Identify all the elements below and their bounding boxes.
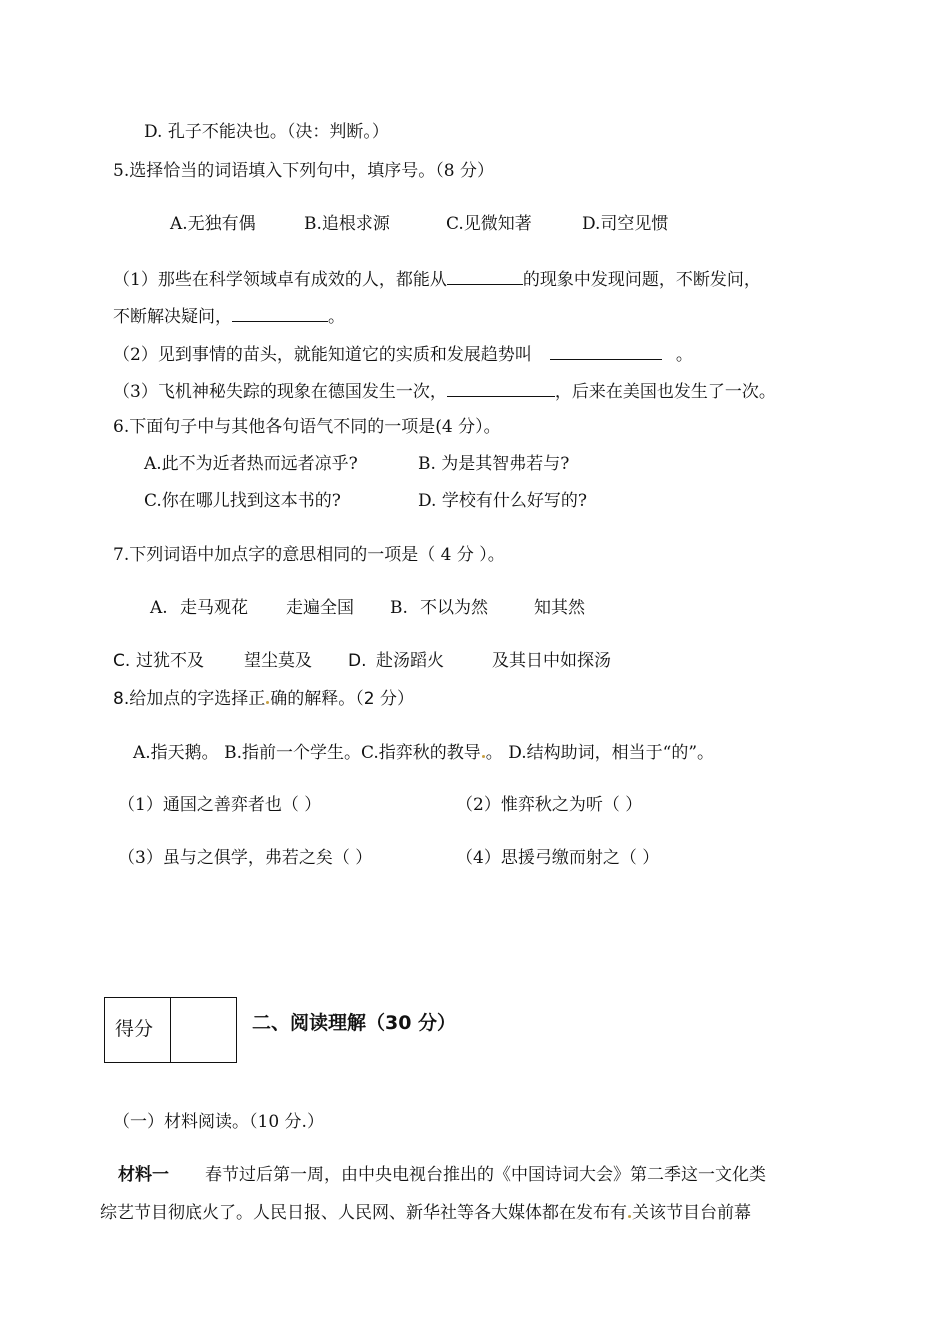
emphasis-dot: [482, 755, 485, 758]
q8-item-1: （1）通国之善弈者也（ ）: [118, 795, 322, 815]
q5-s2-part-a: （2）见到事情的苗头，就能知道它的实质和发展趋势叫: [113, 345, 532, 365]
material-text-2b: 关该节目台前幕: [632, 1203, 751, 1223]
answer-blank[interactable]: [447, 270, 523, 285]
q8-item-4: （4）思援弓缴而射之（ ）: [456, 848, 660, 868]
q8-options: [133, 745, 714, 762]
score-box-divider: [170, 998, 171, 1062]
material-label: 材料一: [118, 1165, 169, 1185]
q5-s1-part-c: 不断解决疑问，: [113, 307, 232, 327]
q8-item-3: （3）虽与之俱学，弗若之矣（ ）: [118, 848, 373, 868]
q6-option-c: C.你在哪儿找到这本书的?: [144, 491, 341, 511]
q5-sentence-2: [113, 345, 693, 364]
q7-option-d-label: [348, 653, 367, 670]
q7-option-c-word1: 过犹不及: [136, 651, 204, 671]
material-line-2: [100, 1205, 751, 1222]
q8-options-part-a: A.指天鹅。 B.指前一个学生。C.指弈秋的教导: [133, 743, 481, 763]
q7-option-d-word2: 及其日中如探汤: [492, 651, 611, 671]
q6-option-a: A.此不为近者热而远者凉乎?: [144, 454, 358, 474]
q7-option-a-word1: 走马观花: [180, 598, 248, 618]
answer-blank[interactable]: [447, 382, 555, 397]
q5-s3-part-b: ，后来在美国也发生了一次。: [554, 382, 776, 402]
q7-option-b-word1: 不以为然: [420, 598, 488, 618]
q7-option-c-label: C.: [113, 651, 131, 671]
q8-options-part-b: 。 D.结构助词，相当于“的”。: [485, 743, 715, 763]
q7-d-letter: D: [348, 651, 362, 671]
q6-option-b: B. 为是其智弗若与?: [418, 454, 570, 474]
q7-d-dot: .: [361, 651, 367, 671]
q7-stem: 7.下列词语中加点字的意思相同的一项是（ 4 分 ）。: [113, 545, 505, 565]
q5-option-a: A.无独有偶: [170, 214, 256, 234]
emphasis-dot: [266, 701, 269, 704]
q5-s1-part-b: 的现象中发现问题，不断发问，: [522, 270, 761, 290]
q5-s3-part-a: （3）飞机神秘失踪的现象在德国发生一次，: [113, 382, 447, 402]
q8-item-2: （2）惟弈秋之为听（ ）: [456, 795, 643, 815]
score-box: [104, 997, 237, 1063]
q5-option-d: D.司空见惯: [582, 214, 669, 234]
q7-option-b-word2: 知其然: [534, 598, 585, 618]
q7-option-d-word1: 赴汤蹈火: [376, 651, 444, 671]
score-label: 得分: [115, 1018, 154, 1040]
q7-option-b-label: B.: [390, 598, 408, 618]
q7-option-a-label: A.: [150, 598, 168, 618]
q7-option-c-word2: 望尘莫及: [244, 651, 312, 671]
material-text-1: 春节过后第一周，由中央电视台推出的《中国诗词大会》第二季这一文化类: [205, 1165, 766, 1185]
q5-sentence-1-cont: [113, 307, 345, 326]
answer-blank[interactable]: [550, 345, 662, 360]
q6-stem: 6.下面句子中与其他各句语气不同的一项是(4 分）。: [113, 417, 501, 437]
q8-stem: [113, 691, 414, 708]
q7-option-a-word2: 走遍全国: [286, 598, 354, 618]
q5-option-b: B.追根求源: [304, 214, 390, 234]
emphasis-dot: [628, 1215, 631, 1218]
q5-s1-part-d: 。: [328, 307, 345, 327]
q6-option-d: D. 学校有什么好写的?: [418, 491, 587, 511]
q5-stem: 5.选择恰当的词语填入下列句中，填序号。（8 分）: [113, 161, 494, 181]
subsection-1-title: （一）材料阅读。（10 分.）: [113, 1112, 324, 1132]
q4-option-d: D. 孔子不能决也。（决：判断。）: [144, 122, 389, 142]
answer-blank[interactable]: [232, 307, 328, 322]
q5-s1-part-a: （1）那些在科学领域卓有成效的人，都能从: [113, 270, 447, 290]
q5-option-c: C.见微知著: [446, 214, 532, 234]
q8-stem-part-a: 8.给加点的字选择正: [113, 689, 266, 709]
section-2-title: 二、阅读理解（30 分）: [252, 1012, 457, 1034]
q5-sentence-3: [113, 382, 776, 401]
q5-sentence-1: [113, 270, 761, 289]
material-text-2a: 综艺节目彻底火了。人民日报、人民网、新华社等各大媒体都在发布有: [100, 1203, 627, 1223]
q8-stem-part-b: 确的解释。（2 分）: [270, 689, 414, 709]
q5-s2-part-b: 。: [675, 345, 693, 365]
material-line-1: [118, 1167, 766, 1184]
